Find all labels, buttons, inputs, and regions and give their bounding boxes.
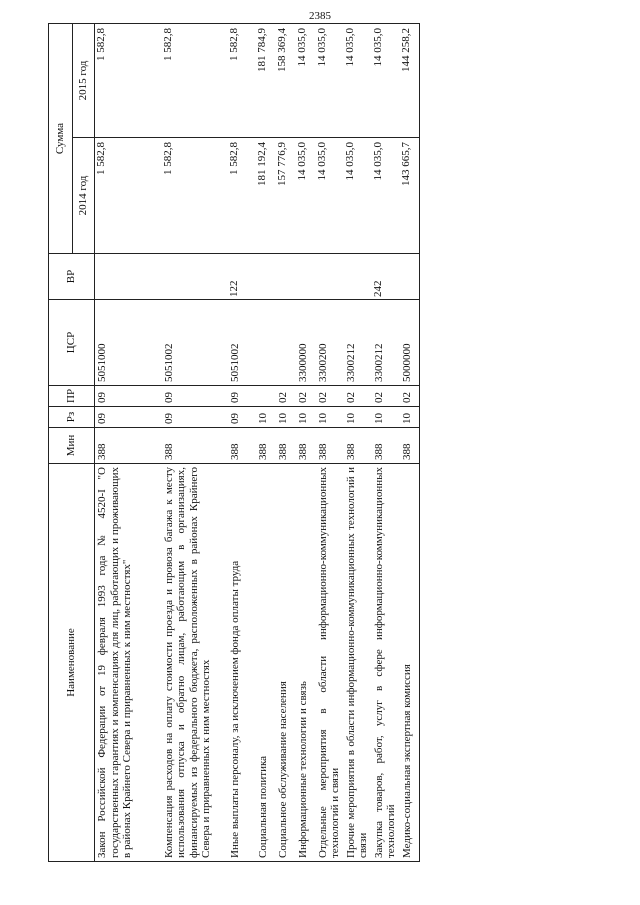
cell-pr: 02 <box>400 386 420 407</box>
table-row <box>256 24 276 862</box>
cell-min: 388 <box>256 428 276 464</box>
header-vr: ВР <box>49 254 95 300</box>
cell-min: 388 <box>344 428 372 464</box>
page-number: 2385 <box>309 10 331 22</box>
cell-csr <box>276 300 296 386</box>
cell-csr: 5051002 <box>162 300 228 386</box>
cell-y2015: 14 035,0 <box>344 24 372 138</box>
table-row <box>296 24 316 862</box>
cell-min: 388 <box>162 428 228 464</box>
cell-pr: 02 <box>276 386 296 407</box>
header-pr: ПР <box>49 386 95 407</box>
cell-vr <box>95 254 162 300</box>
cell-pr: 02 <box>296 386 316 407</box>
cell-y2015: 1 582,8 <box>95 24 162 138</box>
cell-y2015: 14 035,0 <box>296 24 316 138</box>
cell-csr: 3300200 <box>316 300 344 386</box>
cell-pr: 09 <box>95 386 162 407</box>
header-csr: ЦСР <box>49 300 95 386</box>
cell-csr: 3300212 <box>372 300 400 386</box>
cell-vr <box>256 254 276 300</box>
table-row <box>372 24 400 862</box>
rotated-page <box>48 24 606 862</box>
cell-csr: 3300000 <box>296 300 316 386</box>
budget-table <box>48 23 420 862</box>
cell-rz: 10 <box>276 407 296 428</box>
cell-pr: 02 <box>372 386 400 407</box>
cell-y2015: 14 035,0 <box>372 24 400 138</box>
cell-y2014: 1 582,8 <box>162 138 228 254</box>
table-row <box>276 24 296 862</box>
table-row <box>95 24 162 862</box>
cell-rz: 10 <box>344 407 372 428</box>
cell-y2014: 181 192,4 <box>256 138 276 254</box>
cell-y2014: 14 035,0 <box>296 138 316 254</box>
cell-y2014: 157 776,9 <box>276 138 296 254</box>
cell-name: Социальная политика <box>256 464 276 862</box>
cell-name: Компенсация расходов на оплату стоимости проезда и провоза багажа к месту использования отпуска и обратно лицам, работающим в организациях, финансируемых из федерального бюджета, расположенных в районах Крайнего Севера и приравненных к ним местностях <box>162 464 228 862</box>
cell-rz: 09 <box>162 407 228 428</box>
cell-y2014: 14 035,0 <box>316 138 344 254</box>
cell-y2015: 1 582,8 <box>162 24 228 138</box>
cell-pr <box>256 386 276 407</box>
header-sum: Сумма <box>49 24 73 254</box>
cell-csr <box>256 300 276 386</box>
cell-vr: 122 <box>228 254 256 300</box>
cell-y2014: 1 582,8 <box>228 138 256 254</box>
cell-pr: 09 <box>228 386 256 407</box>
cell-y2014: 14 035,0 <box>344 138 372 254</box>
cell-vr <box>276 254 296 300</box>
table-row <box>228 24 256 862</box>
cell-min: 388 <box>228 428 256 464</box>
cell-rz: 10 <box>372 407 400 428</box>
cell-csr: 5000000 <box>400 300 420 386</box>
cell-pr: 09 <box>162 386 228 407</box>
table-row <box>344 24 372 862</box>
cell-y2015: 181 784,9 <box>256 24 276 138</box>
cell-name: Иные выплаты персоналу, за исключением фонда оплаты труда <box>228 464 256 862</box>
header-2014: 2014 год <box>73 138 95 254</box>
cell-vr <box>162 254 228 300</box>
header-2015: 2015 год <box>73 24 95 138</box>
header-min: Мин <box>49 428 95 464</box>
cell-rz: 09 <box>228 407 256 428</box>
cell-rz: 10 <box>316 407 344 428</box>
table-body <box>95 24 420 862</box>
cell-csr: 5051002 <box>228 300 256 386</box>
cell-min: 388 <box>316 428 344 464</box>
table-row <box>162 24 228 862</box>
cell-y2014: 143 665,7 <box>400 138 420 254</box>
header-name: Наименование <box>49 464 95 862</box>
cell-name: Отдельные мероприятия в области информационно-коммуникационных технологий и связи <box>316 464 344 862</box>
table-row <box>316 24 344 862</box>
cell-min: 388 <box>296 428 316 464</box>
cell-name: Социальное обслуживание населения <box>276 464 296 862</box>
cell-y2014: 1 582,8 <box>95 138 162 254</box>
cell-vr <box>316 254 344 300</box>
cell-rz: 10 <box>400 407 420 428</box>
cell-rz: 10 <box>296 407 316 428</box>
table-row <box>400 24 420 862</box>
cell-pr: 02 <box>316 386 344 407</box>
cell-y2015: 14 035,0 <box>316 24 344 138</box>
cell-y2015: 158 369,4 <box>276 24 296 138</box>
cell-y2014: 14 035,0 <box>372 138 400 254</box>
cell-min: 388 <box>372 428 400 464</box>
cell-name: Медико-социальная экспертная комиссия <box>400 464 420 862</box>
cell-pr: 02 <box>344 386 372 407</box>
cell-name: Информационные технологии и связь <box>296 464 316 862</box>
cell-y2015: 1 582,8 <box>228 24 256 138</box>
cell-name: Прочие мероприятия в области информационно-коммуникационных технологий и связи <box>344 464 372 862</box>
cell-rz: 09 <box>95 407 162 428</box>
header-rz: Рз <box>49 407 95 428</box>
cell-name: Закон Российской Федерации от 19 февраля 1993 года № 4520-I "О государственных гарантиях и компенсациях для лиц, работающих и проживающих в районах Крайнего Севера и приравненных к ним местностях" <box>95 464 162 862</box>
cell-csr: 5051000 <box>95 300 162 386</box>
cell-name: Закупка товаров, работ, услуг в сфере информационно-коммуникационных технологий <box>372 464 400 862</box>
cell-min: 388 <box>95 428 162 464</box>
cell-vr <box>344 254 372 300</box>
cell-vr <box>400 254 420 300</box>
cell-y2015: 144 258,2 <box>400 24 420 138</box>
cell-min: 388 <box>400 428 420 464</box>
cell-vr <box>296 254 316 300</box>
cell-min: 388 <box>276 428 296 464</box>
table-header <box>49 24 95 862</box>
cell-rz: 10 <box>256 407 276 428</box>
cell-csr: 3300212 <box>344 300 372 386</box>
cell-vr: 242 <box>372 254 400 300</box>
